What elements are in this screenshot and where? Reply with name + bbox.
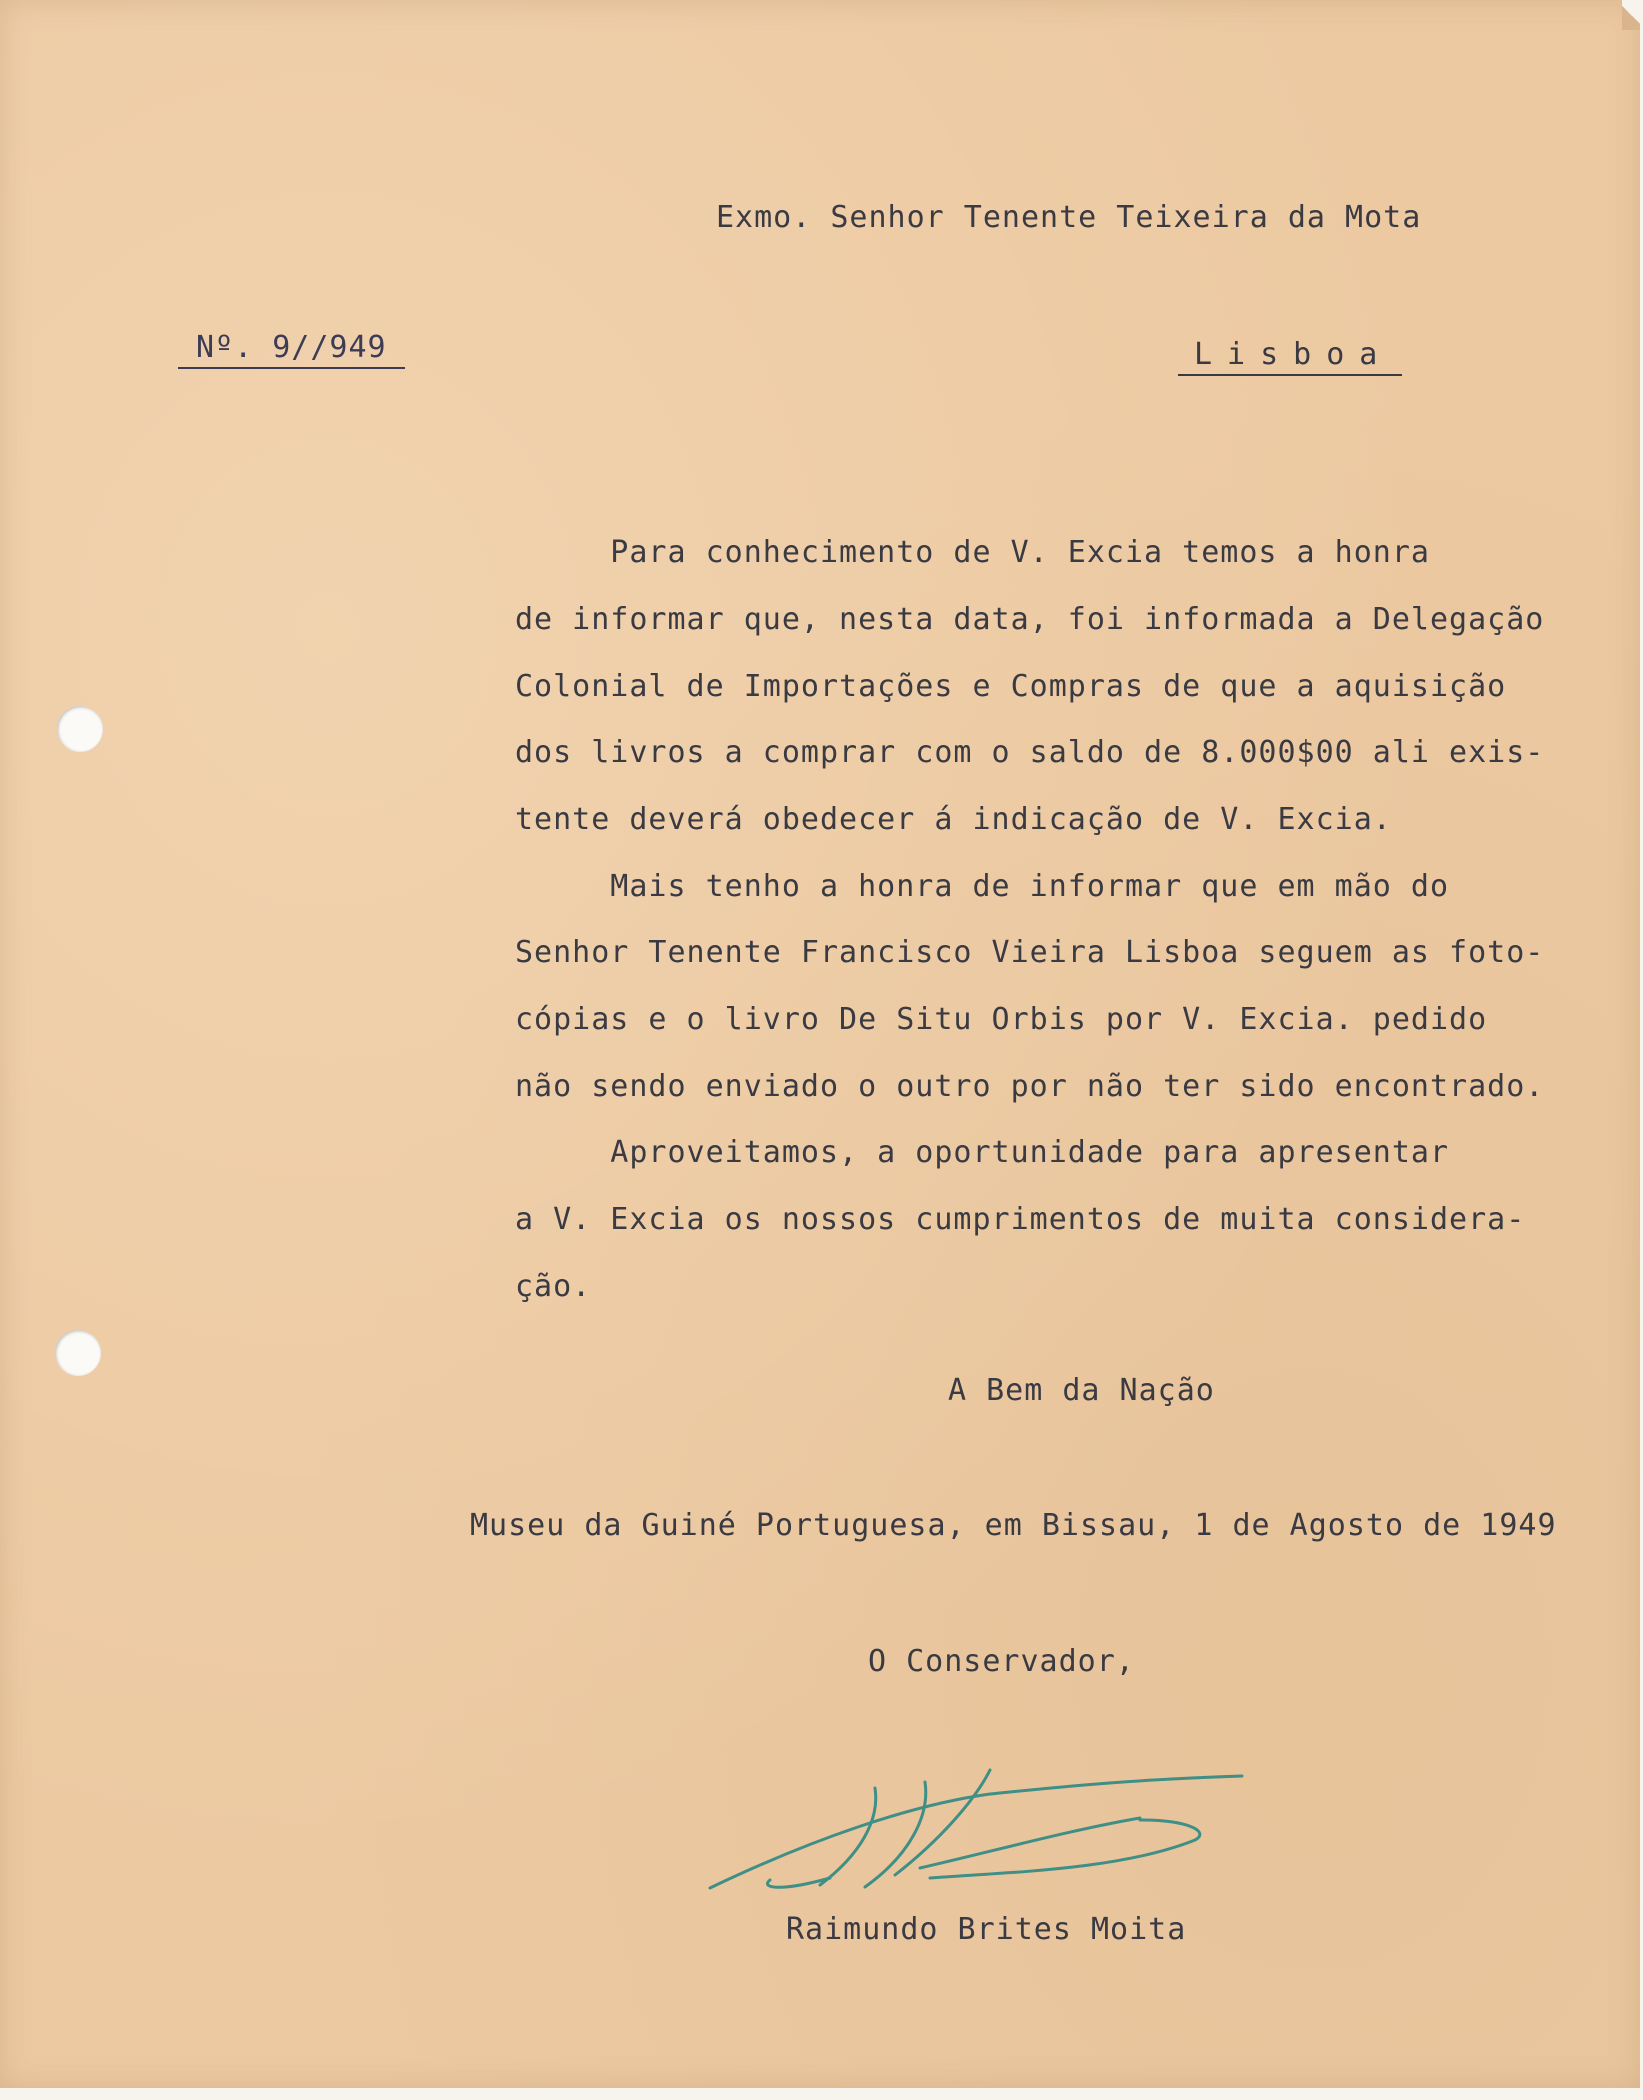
handwritten-signature [690, 1760, 1260, 1900]
punch-hole-top [57, 706, 103, 752]
body-line: a V. Excia os nossos cumprimentos de muita considera- [515, 1202, 1526, 1237]
punch-hole-bottom [55, 1330, 101, 1376]
body-line: tente deverá obedecer á indicação de V. Excia. [515, 802, 1392, 837]
destination-city: Lisboa [1178, 337, 1402, 376]
body-line: Aproveitamos, a oportunidade para apresentar [515, 1135, 1450, 1170]
body-line: de informar que, nesta data, foi informada a Delegação [515, 602, 1545, 637]
place-and-date: Museu da Guiné Portuguesa, em Bissau, 1 de Agosto de 1949 [470, 1508, 1557, 1543]
body-line: Colonial de Importações e Compras de que a aquisição [515, 669, 1507, 704]
signer-name: Raimundo Brites Moita [786, 1912, 1187, 1947]
addressee-line: Exmo. Senhor Tenente Teixeira da Mota [716, 200, 1422, 235]
body-line: Senhor Tenente Francisco Vieira Lisboa seguem as foto- [515, 935, 1545, 970]
body-line: dos livros a comprar com o saldo de 8.000$00 ali exis- [515, 735, 1545, 770]
body-line: ção. [515, 1269, 592, 1304]
page-corner-fold [1622, 0, 1640, 30]
closing-salutation: A Bem da Nação [948, 1373, 1215, 1408]
body-line: Para conhecimento de V. Excia temos a honra [515, 535, 1430, 570]
body-line: cópias e o livro De Situ Orbis por V. Excia. pedido [515, 1002, 1488, 1037]
reference-number: Nº. 9//949 [178, 330, 405, 369]
signer-role: O Conservador, [868, 1644, 1135, 1679]
body-line: não sendo enviado o outro por não ter sido encontrado. [515, 1069, 1545, 1104]
body-line: Mais tenho a honra de informar que em mão do [515, 869, 1450, 904]
